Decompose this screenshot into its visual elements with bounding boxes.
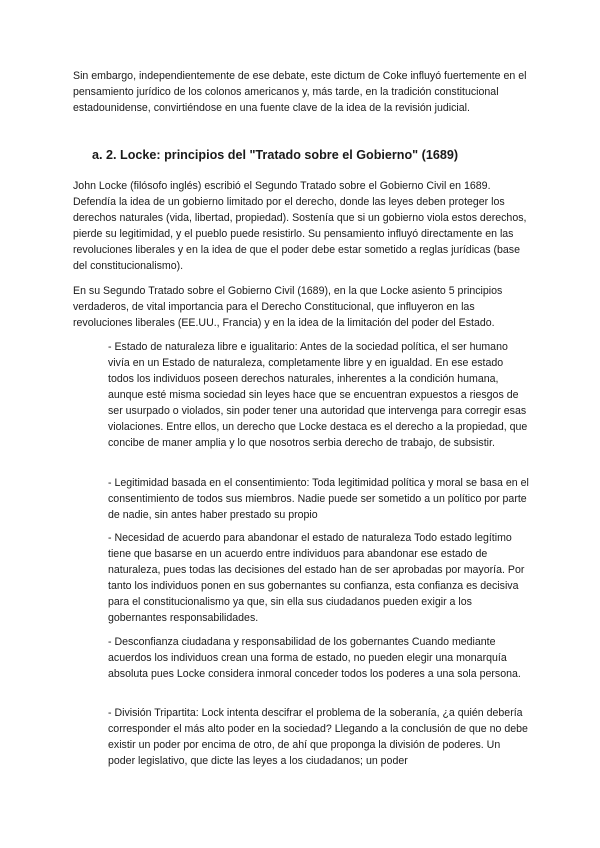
principle-item-tripartite-division: - División Tripartita: Lock intenta descifrar el problema de la soberanía, ¿a quién debería corresponder el más alto poder en la sociedad? Llegando a la conclusión de que no debe existir un poder por encima de otro, de ahí que proponga la división de poderes. Un poder legislativo, que dicte las leyes a los ciudadanos; un poder — [108, 707, 528, 767]
principles-paragraph: En su Segundo Tratado sobre el Gobierno Civil (1689), en la que Locke asiento 5 principios verdaderos, de vital importancia para el Derecho Constitucional, que influyeron en las revoluciones liberales (EE.UU., Francia) y en la idea de la limitación del poder del Estado. — [73, 285, 503, 329]
intro-paragraph: Sin embargo, independientemente de ese debate, este dictum de Coke influyó fuertemente en el pensamiento jurídico de los colonos americanos y, más tarde, en la tradición constitucional estadounidense, convirtiéndose en una fuente clave de la idea de la revisión judicial. — [73, 70, 527, 114]
principle-item-agreement: - Necesidad de acuerdo para abandonar el estado de naturaleza Todo estado legítimo tiene que basarse en un acuerdo entre individuos para abandonar ese estado de naturaleza, pues todas las decisiones del estado han de ser aprobadas por mayoría. Por tanto los individuos ponen en sus gobernantes su confianza, esta confianza es decisiva para el constitucionalismo ya que, sin ella sus ciudadanos pueden exigir a los gobernantes responsabilidades. — [108, 532, 525, 624]
principle-item-natural-state: - Estado de naturaleza libre e igualitario: Antes de la sociedad política, el ser humano vivía en un Estado de naturaleza, completamente libre y en igualdad. En ese estado todos los individuos poseen derechos naturales, inherentes a la condición humana, aunque esté misma sociedad sin leyes hace que se encuentran expuestos a riesgos de ser usurpado o violados, sin poder tener una autoridad que intervenga para corregir esas violaciones. Entre ellos, un derecho que Locke destaca es el derecho a la propiedad, que concibe de maner amplia y lo que nosotros serbia derecho de trabajo, de subsistir. — [108, 341, 528, 449]
principle-item-consent: - Legitimidad basada en el consentimiento: Toda legitimidad política y moral se basa en el consentimiento de todos sus miembros. Nadie puede ser sometido a un político por parte de nadie, sin antes haber prestado su propio — [108, 477, 529, 521]
section-heading: a. 2. Locke: principios del "Tratado sobre el Gobierno" (1689) — [92, 148, 459, 162]
principle-item-distrust: - Desconfianza ciudadana y responsabilidad de los gobernantes Cuando mediante acuerdos los individuos crean una forma de estado, no pueden elegir una monarquía absoluta pues Locke considera inmoral conceder todos los poderes a una sola persona. — [108, 636, 521, 680]
locke-paragraph: John Locke (filósofo inglés) escribió el Segundo Tratado sobre el Gobierno Civil en 1689. Defendía la idea de un gobierno limitado por el derecho, donde las leyes deben proteger los derechos naturales (vida, libertad, propiedad). Sostenía que si un gobierno viola estos derechos, pierde su legitimidad, y el pueblo puede resistirlo. Su pensamiento influyó directamente en las revoluciones liberales y en la idea de que el poder debe estar sometido a reglas jurídicas (base del constitucionalismo). — [73, 180, 527, 272]
